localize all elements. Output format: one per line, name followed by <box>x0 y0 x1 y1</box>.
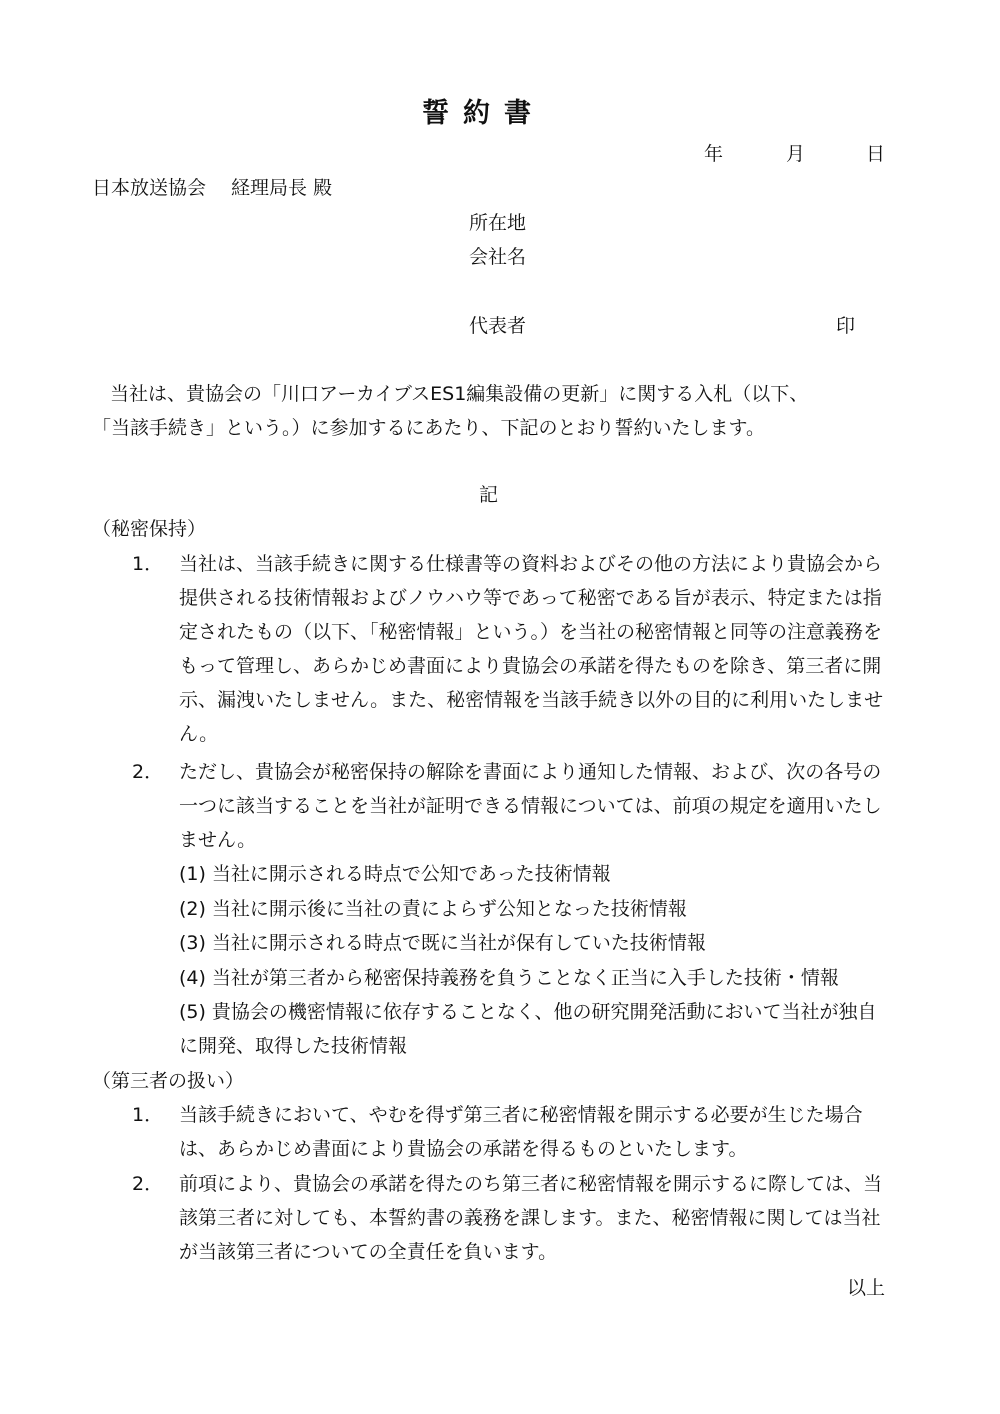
exception-number: (4) <box>179 967 206 989</box>
representative-label: 代表者 <box>469 315 527 337</box>
exception-text: 貴協会の機密情報に依存することなく、他の研究開発活動において当社が独自に開発、取得した技術情報 <box>179 1001 877 1057</box>
item-number: 2． <box>132 1173 164 1195</box>
exception-number: (3) <box>179 932 206 954</box>
ki-marker: 記 <box>479 484 499 506</box>
item-text: 前項により、貴協会の承諾を得たのち第三者に秘密情報を開示するに際しては、当該第三者に対しても、本誓約書の義務を課します。また、秘密情報に関しては当社が当該第三者についての全責任を負います。 <box>179 1173 883 1263</box>
item-number: 1． <box>132 1104 164 1126</box>
exception-text: 当社が第三者から秘密保持義務を負うことなく正当に入手した技術・情報 <box>211 967 839 989</box>
section-heading-confidentiality: （秘密保持） <box>92 518 207 540</box>
item-number: 2． <box>132 761 164 783</box>
exception-text: 当社に開示後に当社の責によらず公知となった技術情報 <box>211 898 687 920</box>
date-month-label: 月 <box>786 143 806 165</box>
date-day-label: 日 <box>866 143 886 165</box>
exception-item-5 <box>179 995 885 1063</box>
section-heading-third-party: （第三者の扱い） <box>92 1070 245 1092</box>
third-party-item-1 <box>100 1098 900 1168</box>
item-text: 当該手続きにおいて、やむを得ず第三者に秘密情報を開示する必要が生じた場合は、あらかじめ書面により貴協会の承諾を得るものといたします。 <box>179 1104 863 1160</box>
exception-text: 当社に開示される時点で既に当社が保有していた技術情報 <box>211 932 706 954</box>
exception-number: (5) <box>179 1001 206 1023</box>
exception-number: (1) <box>179 863 206 885</box>
date-year-label: 年 <box>704 143 724 165</box>
company-label: 会社名 <box>469 246 527 268</box>
exception-number: (2) <box>179 898 206 920</box>
exception-text: 当社に開示される時点で公知であった技術情報 <box>211 863 611 885</box>
confidentiality-item-2 <box>100 755 900 855</box>
closing-mark: 以上 <box>847 1277 886 1299</box>
address-label: 所在地 <box>469 212 527 234</box>
confidentiality-item-1 <box>100 547 900 747</box>
exception-item-2 <box>179 892 885 926</box>
item-text: ただし、貴協会が秘密保持の解除を書面により通知した情報、および、次の各号の一つに該当することを当社が証明できる情報については、前項の規定を適用いたしません。 <box>179 761 882 851</box>
exception-item-3 <box>179 926 885 960</box>
intro-line-2: 「当該手続き」という。）に参加するにあたり、下記のとおり誓約いたします。 <box>92 417 765 439</box>
item-number: 1． <box>132 553 164 575</box>
item-text: 当社は、当該手続きに関する仕様書等の資料およびその他の方法により貴協会から提供される技術情報およびノウハウ等であって秘密である旨が表示、特定または指定されたもの（以下、「秘密情報」という。）を当社の秘密情報と同等の注意義務をもって管理し、あらかじめ書面により貴協会の承諾を得たものを除き、第三者に開示、漏洩いたしません。また、秘密情報を当該手続き以外の目的に利用いたしません。 <box>179 553 884 745</box>
document-title: 誓約書 <box>422 98 545 129</box>
intro-line-1: 当社は、貴協会の「川口アーカイブスES1編集設備の更新」に関する入札（以下、 <box>110 383 809 405</box>
exception-item-4 <box>179 961 885 995</box>
seal-label: 印 <box>836 315 856 337</box>
exception-item-1 <box>179 857 885 891</box>
recipient: 日本放送協会 経理局長 殿 <box>92 177 333 199</box>
third-party-item-2 <box>100 1167 900 1271</box>
